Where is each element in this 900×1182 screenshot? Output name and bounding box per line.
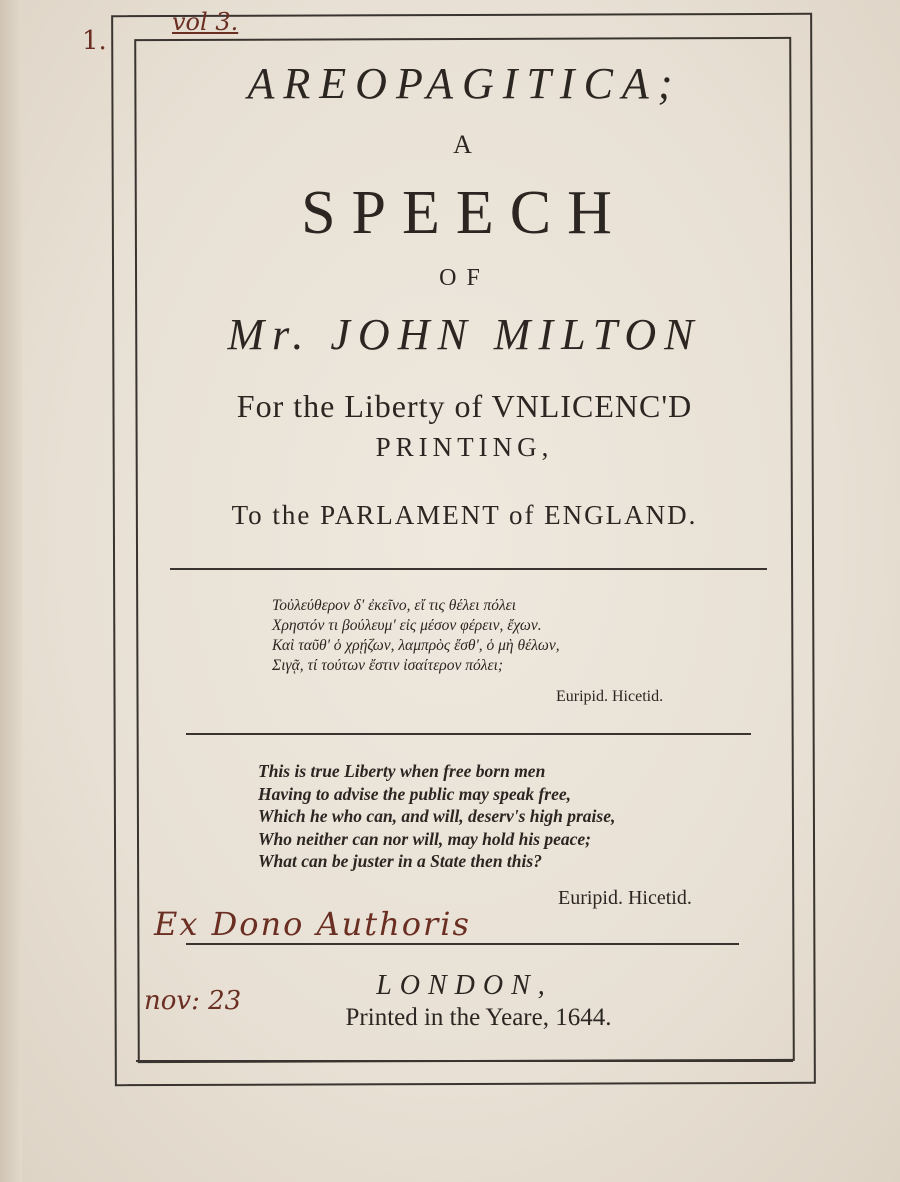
book-title: AREOPAGITICA;	[247, 59, 682, 108]
imprint-city: LONDON,	[376, 970, 553, 1001]
english-line: Having to advise the public may speak free,	[258, 783, 572, 804]
greek-line: Καὶ ταῦθ' ὁ χρῄζων, λαμπρὸς ἔσθ', ὁ μὴ θέλων,	[272, 637, 560, 654]
divider-rule-1	[170, 568, 767, 570]
author-name: Mr. JOHN MILTON	[227, 310, 702, 359]
divider-rule-2	[186, 733, 751, 735]
imprint-line: Printed in the Yeare, 1644.	[345, 1004, 612, 1031]
presentation-inscription: Ex Dono Authoris	[154, 905, 471, 943]
english-line: Which he who can, and will, deserv's high praise,	[258, 806, 616, 826]
greek-line: Χρηστόν τι βούλευμ' εἰς μέσον φέρειν, ἔχων.	[272, 617, 542, 634]
subtitle-line-3: To the PARLAMENT of ENGLAND.	[231, 500, 698, 530]
leaf-number-note: 1.	[82, 26, 107, 56]
date-note: nov: 23	[144, 986, 242, 1016]
title-speech: SPEECH	[301, 179, 628, 247]
volume-note: vol 3.	[172, 8, 239, 36]
title-of: OF	[439, 265, 490, 291]
subtitle-line-2: PRINTING,	[375, 432, 554, 462]
english-line: This is true Liberty when free born men	[258, 761, 546, 781]
bottom-rule	[136, 1060, 793, 1062]
greek-epigraph	[272, 596, 742, 676]
greek-citation: Euripid. Hicetid.	[556, 688, 664, 705]
greek-line: Τοὐλεύθερον δ' ἐκεῖνο, εἴ τις θέλει πόλει	[272, 597, 517, 614]
binding-gutter	[0, 0, 22, 1182]
greek-line: Σιγᾷ, τί τούτων ἔστιν ἰσαίτερον πόλει;	[272, 657, 504, 674]
english-epigraph	[258, 760, 738, 873]
english-line: Who neither can nor will, may hold his peace;	[258, 828, 592, 849]
english-citation: Euripid. Hicetid.	[558, 887, 692, 909]
title-article: A	[453, 130, 476, 159]
english-line: What can be juster in a State then this?	[258, 851, 542, 871]
subtitle-line-1: For the Liberty of VNLICENC'D	[236, 388, 693, 424]
divider-rule-3	[186, 943, 739, 945]
